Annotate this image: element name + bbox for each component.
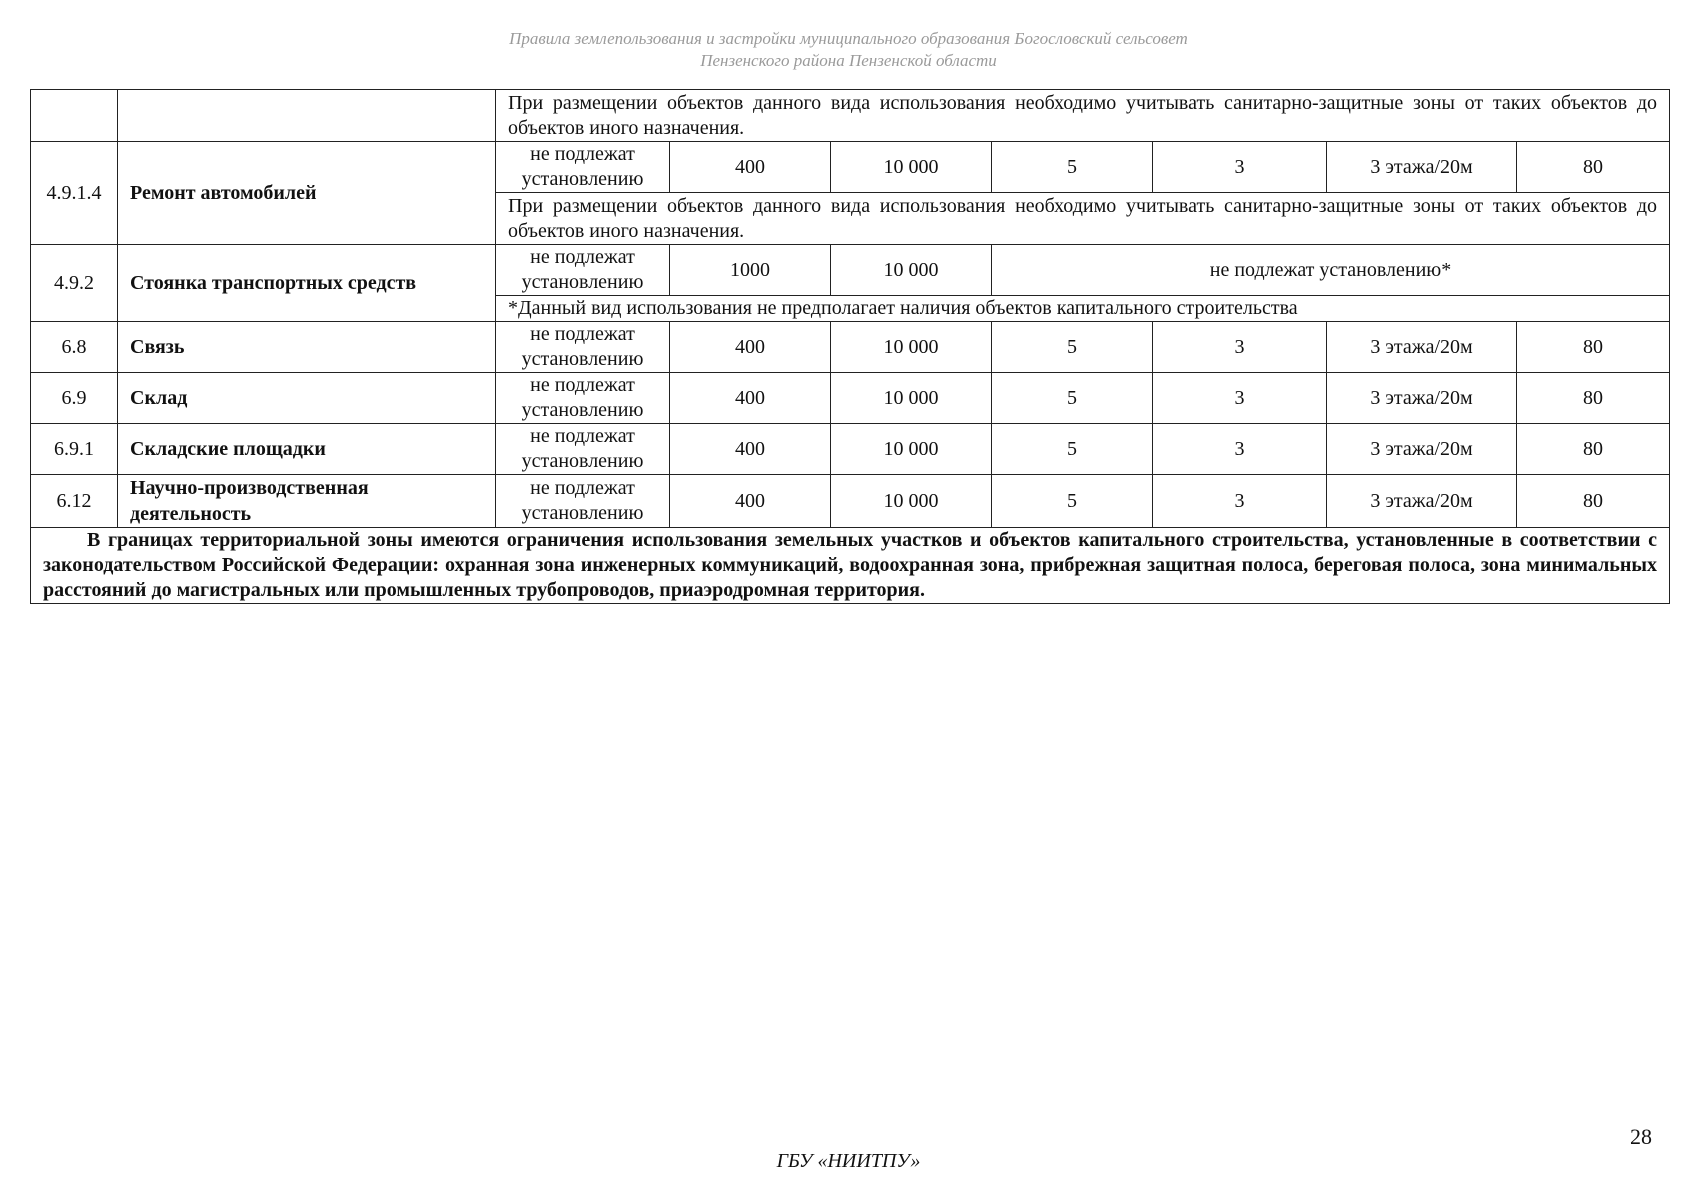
- value-cell: 5: [992, 322, 1153, 373]
- value-cell: 80: [1517, 142, 1670, 193]
- merged-status-cell: не подлежат установлению*: [992, 245, 1670, 296]
- value-cell: 400: [670, 424, 831, 475]
- row-code: 4.9.1.4: [31, 142, 118, 245]
- row-name: Связь: [118, 322, 496, 373]
- value-cell: 1000: [670, 245, 831, 296]
- min-area-status: не подлежат установлению: [496, 245, 670, 296]
- value-cell: 3 этажа/20м: [1327, 475, 1517, 528]
- value-cell: 10 000: [831, 373, 992, 424]
- table-row: [31, 475, 1670, 528]
- min-area-status: не подлежат установлению: [496, 142, 670, 193]
- row-code: 6.8: [31, 322, 118, 373]
- min-area-status: не подлежат установлению: [496, 322, 670, 373]
- row-code: 6.9: [31, 373, 118, 424]
- value-cell: 400: [670, 322, 831, 373]
- row-code: 6.12: [31, 475, 118, 528]
- table-row: [31, 373, 1670, 424]
- value-cell: 80: [1517, 424, 1670, 475]
- land-use-regulations-table: [30, 89, 1670, 604]
- value-cell: 3 этажа/20м: [1327, 322, 1517, 373]
- table-row: [31, 142, 1670, 193]
- row-name: Стоянка транспортных средств: [118, 245, 496, 322]
- value-cell: 400: [670, 373, 831, 424]
- value-cell: 3: [1153, 475, 1327, 528]
- value-cell: 3: [1153, 322, 1327, 373]
- value-cell: 10 000: [831, 475, 992, 528]
- footnote-cell: *Данный вид использования не предполагает наличия объектов капитального строительства: [496, 296, 1670, 322]
- value-cell: 80: [1517, 373, 1670, 424]
- value-cell: 80: [1517, 322, 1670, 373]
- value-cell: 10 000: [831, 142, 992, 193]
- row-name: Научно-производственная деятельность: [118, 475, 496, 528]
- running-header-line-2: Пензенского района Пензенской области: [700, 51, 997, 70]
- code-cell-empty: [31, 90, 118, 142]
- footer-organization: ГБУ «НИИТПУ»: [776, 1150, 921, 1172]
- page-number: 28: [1630, 1124, 1652, 1149]
- sanitary-zone-note: При размещении объектов данного вида использования необходимо учитывать санитарно-защитные зоны от таких объектов до объектов иного назначения.: [496, 193, 1670, 245]
- value-cell: 5: [992, 475, 1153, 528]
- row-name: Склад: [118, 373, 496, 424]
- row-code: 6.9.1: [31, 424, 118, 475]
- value-cell: 5: [992, 373, 1153, 424]
- value-cell: 400: [670, 475, 831, 528]
- table-row: [31, 245, 1670, 296]
- value-cell: 5: [992, 142, 1153, 193]
- table-row: [31, 322, 1670, 373]
- min-area-status: не подлежат установлению: [496, 373, 670, 424]
- min-area-status: не подлежат установлению: [496, 475, 670, 528]
- table-row-continuation-note: [31, 90, 1670, 142]
- value-cell: 3 этажа/20м: [1327, 142, 1517, 193]
- value-cell: 400: [670, 142, 831, 193]
- restrictions-paragraph-cell: [31, 528, 1670, 604]
- sanitary-zone-note: При размещении объектов данного вида использования необходимо учитывать санитарно-защитные зоны от таких объектов до объектов иного назначения.: [496, 90, 1670, 142]
- value-cell: 10 000: [831, 245, 992, 296]
- value-cell: 10 000: [831, 322, 992, 373]
- row-name: Складские площадки: [118, 424, 496, 475]
- running-header: [0, 28, 1697, 72]
- value-cell: 3 этажа/20м: [1327, 424, 1517, 475]
- running-header-line-1: Правила землепользования и застройки муниципального образования Богословский сельсовет: [509, 29, 1188, 48]
- value-cell: 3: [1153, 373, 1327, 424]
- row-code: 4.9.2: [31, 245, 118, 322]
- value-cell: 3: [1153, 424, 1327, 475]
- min-area-status: не подлежат установлению: [496, 424, 670, 475]
- value-cell: 10 000: [831, 424, 992, 475]
- restrictions-text: В границах территориальной зоны имеются ограничения использования земельных участков и объектов капитального строительства, установленные в соответствии с законодательством Российской Федерации: охранная зона инженерных коммуникаций, водоохранная зона, прибрежная защитная полоса, береговая полоса, зона минимальных расстояний до магистральных или промышленных трубопроводов, приаэродромная территория.: [43, 529, 1658, 601]
- value-cell: 3 этажа/20м: [1327, 373, 1517, 424]
- row-name: Ремонт автомобилей: [118, 142, 496, 245]
- value-cell: 3: [1153, 142, 1327, 193]
- table-row: [31, 424, 1670, 475]
- value-cell: 80: [1517, 475, 1670, 528]
- name-cell-empty: [118, 90, 496, 142]
- value-cell: 5: [992, 424, 1153, 475]
- table-row-restrictions: [31, 528, 1670, 604]
